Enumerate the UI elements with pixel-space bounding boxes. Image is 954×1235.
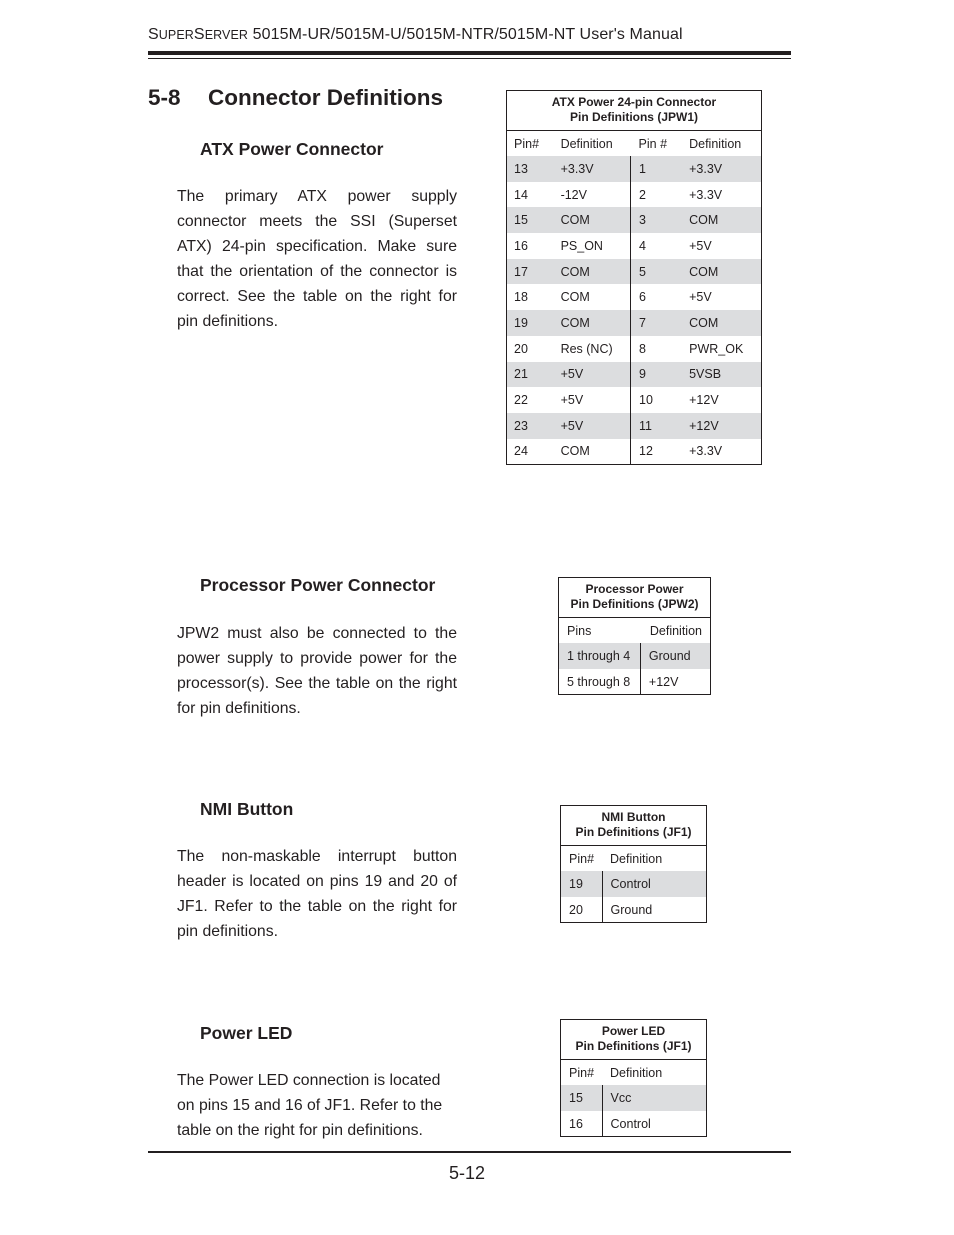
header-title: 5015M-UR/5015M-U/5015M-NTR/5015M-NT User's Manual: [248, 26, 683, 43]
table-cell: 9: [631, 362, 682, 388]
table-cell: 16: [569, 1116, 583, 1131]
power-led-heading: Power LED: [200, 1023, 293, 1043]
processor-table-title-line1: Processor Power: [585, 582, 684, 596]
processor-pin-table: [558, 577, 711, 695]
table-cell: 11: [631, 413, 682, 439]
column-header: Pin #: [631, 131, 682, 157]
table-cell: 2: [631, 182, 682, 208]
table-row: [507, 259, 762, 285]
processor-body: JPW2 must also be connected to the power supply to provide power for the processor(s). See the table on the right for pin definitions.: [177, 625, 457, 717]
column-header: Definition: [681, 131, 761, 157]
table-cell: 24: [514, 444, 528, 459]
table-cell: 15: [561, 1085, 603, 1111]
table-row: [507, 182, 762, 208]
atx-heading: ATX Power Connector: [200, 139, 384, 159]
table-cell: 5VSB: [681, 362, 761, 388]
table-row: [507, 387, 762, 413]
table-cell: +3.3V: [553, 156, 631, 182]
power-led-body: The Power LED connection is located on pins 15 and 16 of JF1. Refer to the table on the right for pin definitions.: [177, 1072, 443, 1139]
table-cell: +5V: [689, 290, 712, 305]
atx-pin-table: [506, 90, 762, 465]
nmi-table-title: [561, 806, 707, 846]
table-cell: 19: [561, 871, 603, 897]
table-row: [559, 643, 711, 669]
table-cell: 1: [631, 156, 682, 182]
table-cell: Control: [602, 1111, 706, 1137]
power-led-table-column-header: [561, 1060, 707, 1086]
atx-table-title-line2: Pin Definitions (JPW1): [569, 110, 698, 124]
power-led-table-title: [561, 1020, 707, 1060]
table-cell: -12V: [560, 187, 587, 202]
table-cell: 14: [514, 187, 528, 202]
table-cell: 13: [507, 156, 553, 182]
nmi-heading: NMI Button: [200, 799, 294, 819]
table-cell: 23: [507, 413, 553, 439]
nmi-table-column-header: [561, 846, 707, 872]
column-header: Definition: [553, 131, 631, 157]
nmi-body: The non-maskable interrupt button header is located on pins 19 and 20 of JF1. Refer to the table on the right for pin definitions.: [177, 848, 457, 940]
table-row: [507, 284, 762, 310]
table-cell: +5V: [560, 393, 584, 408]
section-title: [148, 85, 443, 111]
header-brand-rest1: UPER: [158, 28, 194, 42]
table-cell: 5: [631, 259, 682, 285]
table-cell: Ground: [602, 897, 706, 923]
table-row: [507, 439, 762, 465]
column-header: Pin#: [507, 131, 553, 157]
table-cell: +5V: [689, 238, 712, 253]
table-cell: 17: [507, 259, 553, 285]
header-rule-thick: [148, 51, 791, 55]
table-row: [559, 669, 711, 695]
nmi-table-title-line2: Pin Definitions (JF1): [575, 825, 692, 839]
table-cell: COM: [560, 444, 590, 459]
section-title-text: Connector Definitions: [208, 85, 443, 110]
atx-body: The primary ATX power supply connector meets the SSI (Superset ATX) 24-pin specification. Make sure that the orientation of the connector is correct. See the table on the right for pin definitions.: [177, 188, 457, 330]
column-header: Pin#: [561, 846, 603, 872]
processor-table-column-header: [559, 618, 711, 644]
table-cell: 16: [514, 238, 528, 253]
nmi-pin-table: [560, 805, 707, 923]
column-header: Definition: [640, 618, 710, 644]
table-cell: 18: [514, 290, 528, 305]
table-cell: +5V: [553, 362, 631, 388]
power-led-table-title-line1: Power LED: [601, 1024, 666, 1038]
page-number: 5-12: [449, 1163, 486, 1183]
table-cell: +12V: [681, 413, 761, 439]
processor-table-title: [559, 578, 711, 618]
running-header: [148, 26, 683, 44]
table-cell: 8: [631, 336, 682, 362]
table-cell: Control: [602, 871, 706, 897]
table-cell: Vcc: [602, 1085, 706, 1111]
power-led-pin-table: [560, 1019, 707, 1137]
processor-heading: Processor Power Connector: [200, 575, 436, 595]
table-row: [507, 310, 762, 336]
table-cell: 15: [507, 207, 553, 233]
table-row: [561, 871, 707, 897]
table-row: [507, 362, 762, 388]
table-cell: +12V: [689, 393, 719, 408]
table-row: [561, 1085, 707, 1111]
table-cell: +12V: [640, 669, 710, 695]
header-brand-rest2: ERVER: [204, 28, 249, 42]
table-row: [561, 1111, 707, 1137]
section-number: 5-8: [148, 85, 181, 110]
nmi-table-title-line1: NMI Button: [601, 810, 666, 824]
table-cell: COM: [681, 310, 761, 336]
atx-table-title-line1: ATX Power 24-pin Connector: [551, 95, 717, 109]
table-cell: COM: [560, 290, 590, 305]
column-header: Pins: [559, 618, 641, 644]
table-cell: 7: [631, 310, 682, 336]
table-cell: 22: [514, 393, 528, 408]
column-header: Pin#: [561, 1060, 603, 1086]
table-row: [507, 413, 762, 439]
table-cell: 20: [514, 341, 528, 356]
table-row: [507, 156, 762, 182]
header-brand-s1: S: [148, 26, 159, 43]
column-header: Definition: [602, 846, 706, 872]
table-cell: 20: [569, 902, 583, 917]
table-cell: PWR_OK: [689, 341, 744, 356]
table-cell: 12: [631, 439, 682, 465]
table-row: [507, 336, 762, 362]
header-brand-s2: S: [193, 26, 205, 43]
table-row: [507, 233, 762, 259]
table-cell: 10: [631, 387, 682, 413]
column-header: Definition: [602, 1060, 706, 1086]
table-cell: 6: [631, 284, 682, 310]
power-led-table-title-line2: Pin Definitions (JF1): [575, 1039, 692, 1053]
footer-rule: [148, 1151, 791, 1153]
table-cell: 1 through 4: [559, 643, 641, 669]
atx-table-title: [507, 91, 762, 131]
table-cell: Ground: [640, 643, 710, 669]
table-cell: Res (NC): [560, 341, 613, 356]
table-cell: +3.3V: [689, 444, 723, 459]
table-cell: 19: [507, 310, 553, 336]
table-cell: COM: [553, 259, 631, 285]
processor-table-title-line2: Pin Definitions (JPW2): [570, 597, 699, 611]
table-cell: 4: [631, 233, 682, 259]
table-cell: +3.3V: [681, 156, 761, 182]
table-row: [561, 897, 707, 923]
table-cell: COM: [553, 310, 631, 336]
table-cell: COM: [553, 207, 631, 233]
table-cell: 5 through 8: [567, 674, 631, 689]
atx-table-column-header: [507, 131, 762, 157]
table-cell: +3.3V: [689, 187, 723, 202]
table-cell: COM: [681, 207, 761, 233]
table-row: [507, 207, 762, 233]
header-rule-thin: [148, 58, 791, 59]
table-cell: COM: [681, 259, 761, 285]
table-cell: PS_ON: [560, 238, 603, 253]
table-cell: +5V: [553, 413, 631, 439]
table-cell: 3: [631, 207, 682, 233]
table-cell: 21: [507, 362, 553, 388]
